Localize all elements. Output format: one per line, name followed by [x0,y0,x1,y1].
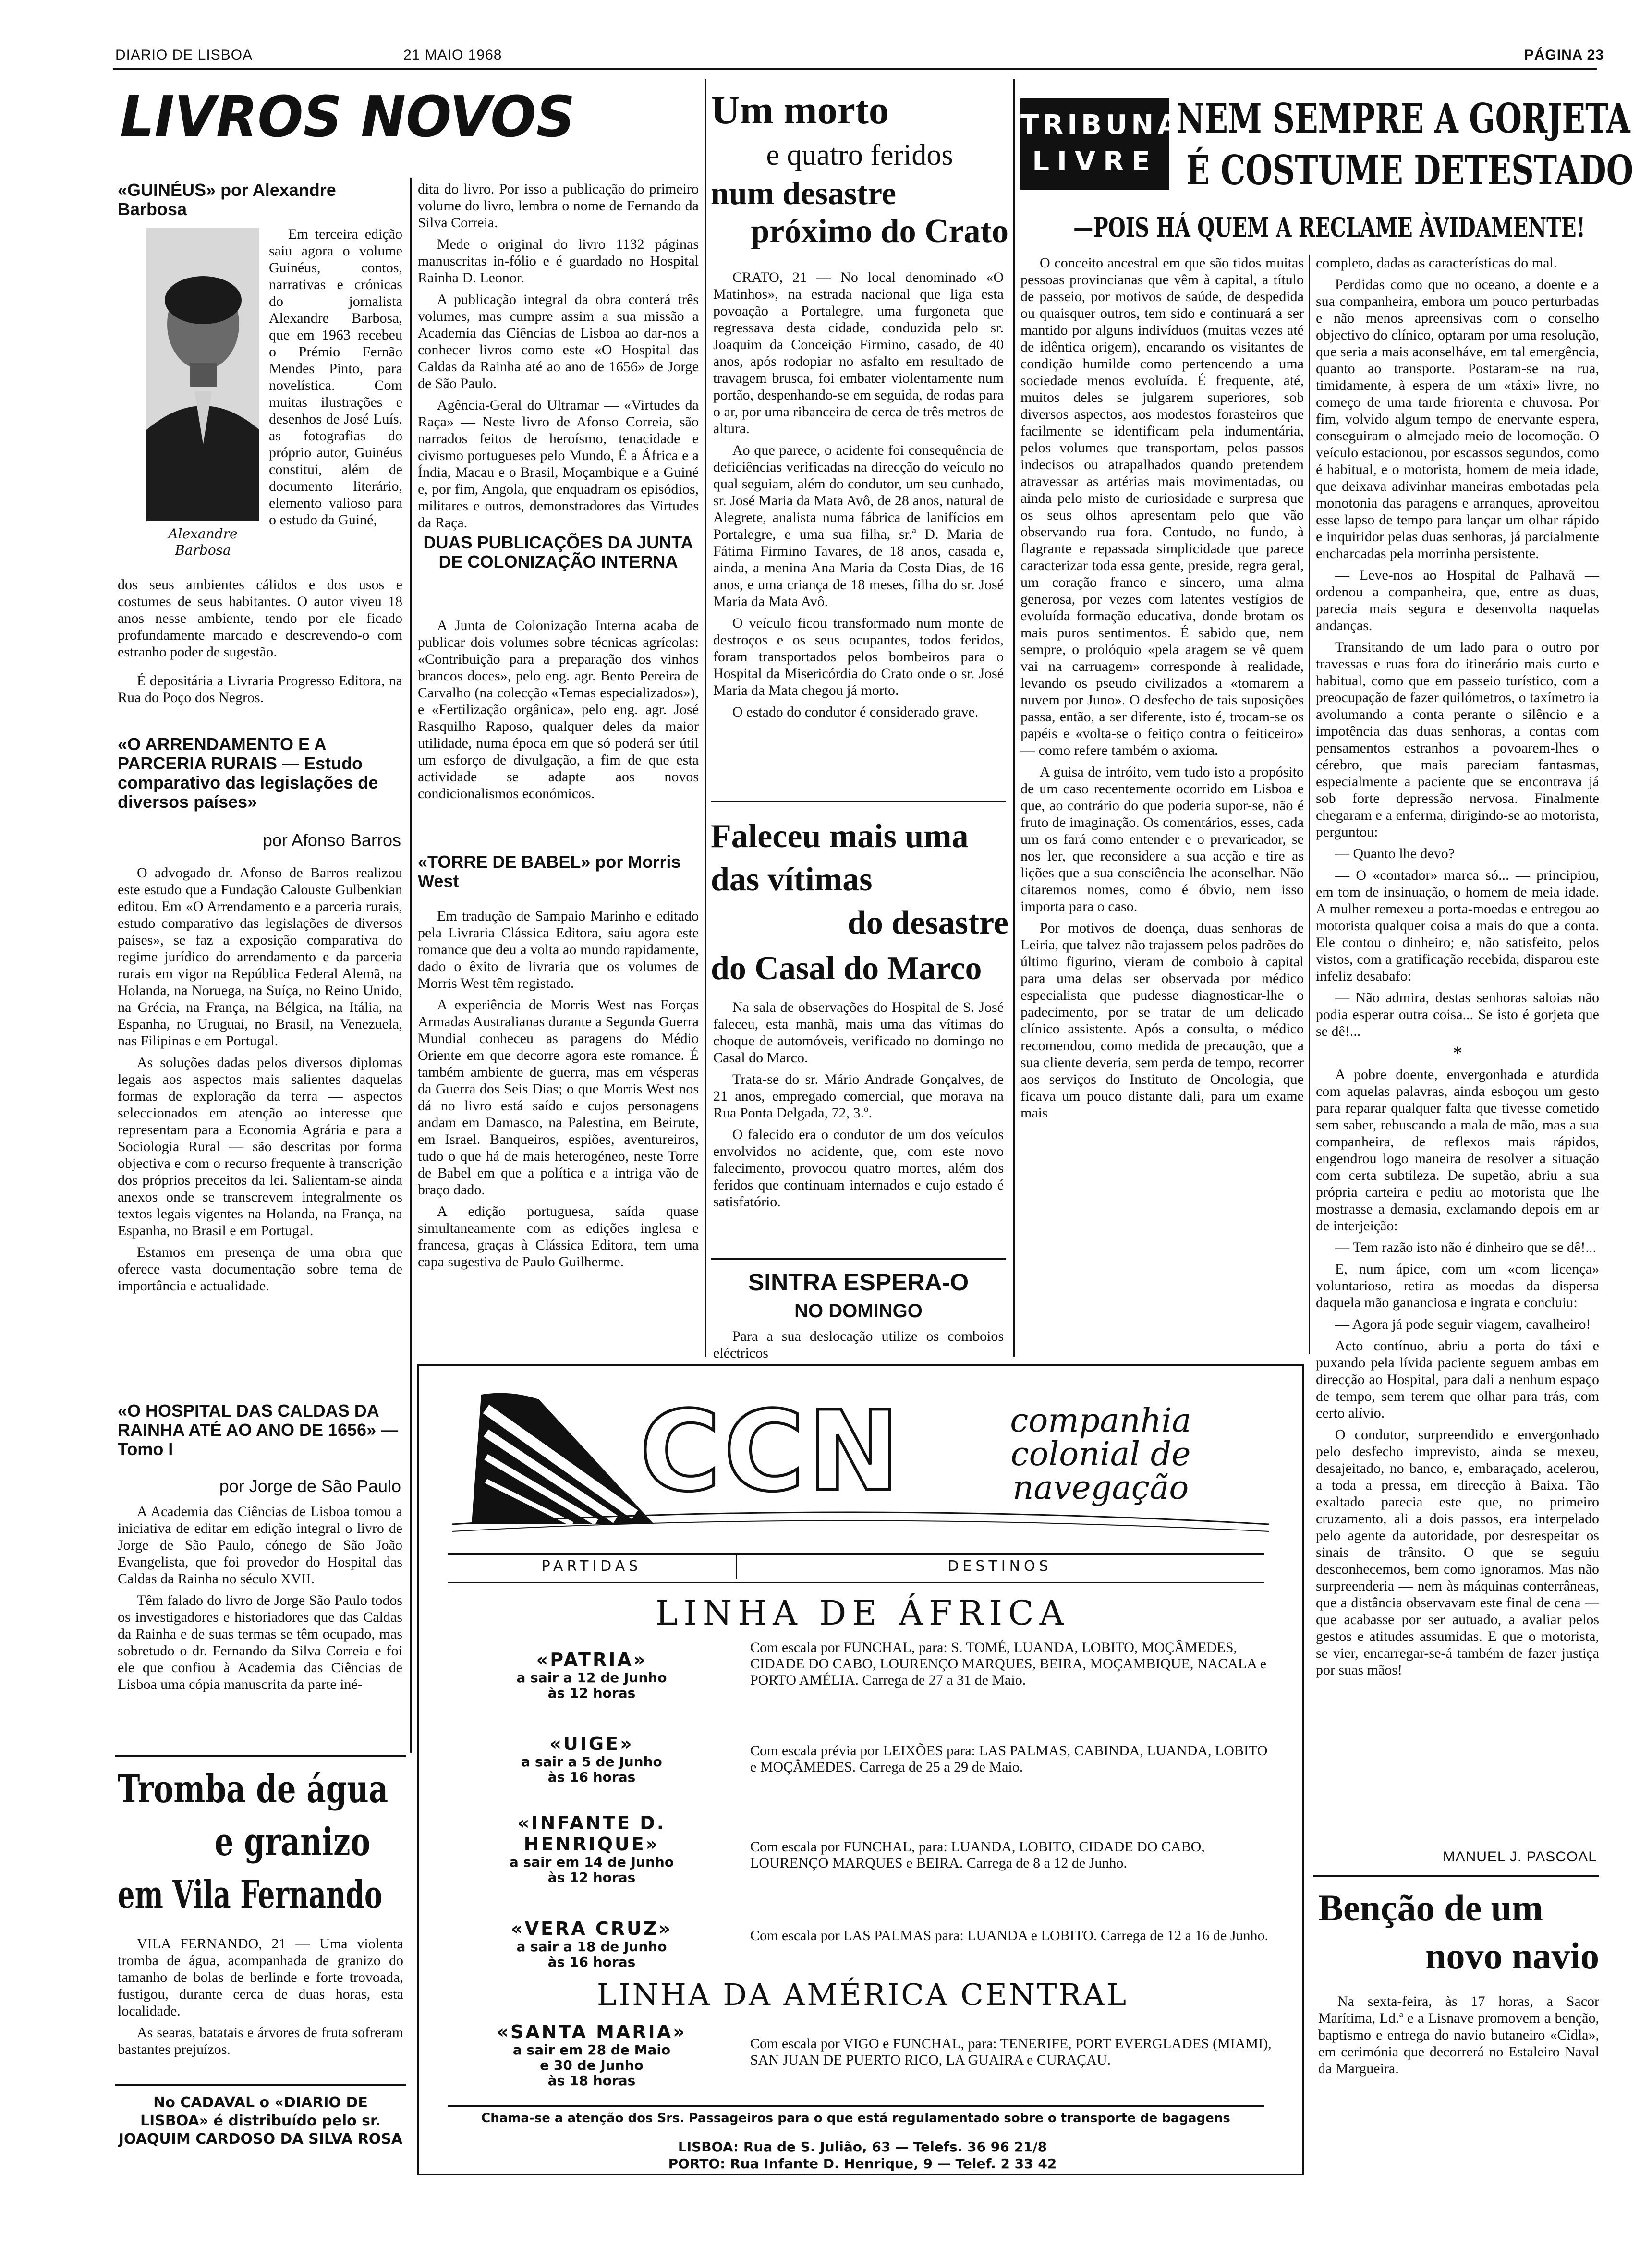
duas-publicacoes-headline: DUAS PUBLICAÇÕES DA JUNTA DE COLONIZAÇÃO INTERNA [423,533,693,571]
torre-babel-text [418,908,699,1357]
ship-vera-cruz-description: Com escala por LAS PALMAS para: LUANDA e LOBITO. Carrega de 12 a 16 de Junho. [750,1928,1268,1943]
ccn-advertisement [417,1364,1304,2175]
tribuna-headline-2: É COSTUME DETESTADO [1186,146,1634,194]
ad-address-porto: PORTO: Rua Infante D. Henrique, 9 — Telef. 2 33 42 [668,2156,1057,2172]
ad-header-rule-bottom [448,1582,1264,1583]
crato-rule [711,801,1006,802]
crato-text [713,269,1004,788]
faleceu-paragraph-2: Trata-se do sr. Mário Andrade Gonçalves, de 21 anos, empregado comercial, que morava na Rua Ponta Delgada, 72, 3.º. [713,1071,1004,1121]
duas-publicacoes-text [418,617,699,852]
tribuna-paragraph-6: — Leve-nos ao Hospital de Palhavã — ordenou a companheira, que, entre as duas, parecia mais segura e desenvolta naquelas andanças. [1316,567,1599,633]
linha-africa-title: LINHA DE ÁFRICA [655,1593,1070,1633]
photo-caption-line2: Barbosa [175,542,231,558]
faleceu-text [713,999,1004,1249]
tribuna-headline-1-box [1177,92,1630,150]
ship-time: às 12 horas [547,1685,636,1701]
duas-paragraph-1: A Junta de Colonização Interna acaba de publicar dois volumes sobre técnicas agrícolas: «Contribuição para a preparação dos vinhos brancos doces», pelo eng. agr. Bento Pereira de Carvalho (na colecção «Temas especializados»), e «Fertilização orgânica», pelo eng. agr. José Rasquilho Raposo, qualquer deles da maior utilidade, numa época em que só poderá ser útil um esforço de divulgação, a fim de que esta actividade se adapte aos novos condicionalismos económicos. [418,618,699,802]
ship-date: a sair a 18 de Junho [516,1939,667,1955]
babel-paragraph-1: Em tradução de Sampaio Marinho e editado pela Livraria Clássica Editora, saiu agora este romance que deu a volta ao mundo rapidamente, dado o êxito de livraria que os volumes de Morris West têm registado. [418,908,699,991]
tribuna-paragraph-7: Transitando de um lado para o outro por travessas e ruas fora do itinerário mais curto e habitual, como que em passeio turístico, com a preocupação de fazer quilómetros, o taxímetro ia avolumando a conta perante o silêncio e a impotência das duas senhoras, a contas com pensamentos estranhos a povoarem-lhes o cérebro, que mais pareciam fantasmas, especialmente a paciente que se encontrava já sob forte depressão nervosa. Finalmente chegaram e a enferma, dirigindo-se ao motorista, perguntou: [1316,639,1599,840]
ship-name: «VERA CRUZ» [511,1918,672,1939]
tribuna-paragraph-16: O condutor, surpreendido e envergonhado pelo desfecho imprevisto, ainda se mexeu, desajeitado, no banco, e, embaraçado, acelerou, a toda a pressa, em direcção à Baixa. Tão exaltado parecia este que, no primeiro cruzamento, ali a dois passos, era interpelado pelo agente da autoridade, por desrespeitar os sinais de trânsito. O que se seguiu desconhecemos, bem como ignoramos. Mas não surpreenderia — nem às máquinas conterrâneas, que a distância observavam este final de cena — que acabasse por ser autuado, a avaliar pelos gestos e atitudes assumidas. E que o motorista, se vier, encarregar-se-á também de fazer justiça por suas mãos! [1316,1427,1599,1678]
arrendamento-paragraph-3: Estamos em presença de uma obra que oferece vasta documentação sobre tema de importância e actualidade. [118,1244,402,1294]
tromba-top-rule [115,1755,406,1757]
tribuna-col2-text [1316,255,1599,1849]
sintra-paragraph-1: Para a sua deslocação utilize os comboios eléctricos [713,1328,1004,1361]
ad-baggage-notice: Chama-se a atenção dos Srs. Passageiros para o que está regulamentado sobre o transporte de bagagens [481,2111,1230,2125]
column-rule-4 [1309,255,1310,1354]
tribuna-logo-line1: TRIBUNA [1020,109,1182,141]
sintra-headline: SINTRA ESPERA-O [748,1269,969,1296]
bencao-headline-2: novo navio [1425,1935,1599,1977]
babel-paragraph-2: A experiência de Morris West nas Forças Armadas Australianas durante a Segunda Guerra Mundial conheceu as paragens do Médio Oriente em que decorre agora este romance. É também ambiente de guerra, mas em vésperas da Guerra dos Seis Dias; o que Morris West nos dá no livro está saído e cujos personagens andam em Damasco, na Palestina, em Beirute, em Israel. Banqueiros, espiões, aventureiros, tudo o que há de mais heterogéneo, neste Torre de Babel em que a política e a intriga vão de braço dado. [418,997,699,1198]
faleceu-headline-2: das vítimas [711,861,873,898]
sintra-text [713,1328,1004,1364]
arrendamento-paragraph-2: As soluções dadas pelos diversos diplomas legais aos aspectos mais salientes daquelas formas de exploração da terra — aspectos seleccionados em atenção ao interesse que representam para a Economia Agrária e para a Sociologia Rural — são descritas por forma objectiva e com o recurso frequente à transcrição dos próprios preceitos da lei. Salientam-se ainda anexos onde se transcrevem integralmente os textos legais vigentes na Holanda, na França, na Espanha, no Brasil e em Portugal. [118,1055,402,1239]
tribuna-paragraph-14: — Agora já pode seguir viagem, cavalheiro! [1335,1316,1591,1332]
ship-santa-maria-description: Com escala por VIGO e FUNCHAL, para: TENERIFE, PORT EVERGLADES (MIAMI), SAN JUAN DE PUERTO RICO, LA GUAIRA e CURAÇAU. [750,2036,1272,2068]
ship-name: «SANTA MARIA» [497,2021,687,2042]
ad-col-destinos: DESTINOS [947,1558,1052,1575]
arrendamento-text [118,864,402,1349]
arrendamento-headline: «O ARRENDAMENTO E A PARCERIA RURAIS — Estudo comparativo das legislações de diversos países» [118,734,378,812]
crato-headline-2: e quatro feridos [766,139,953,171]
tromba-paragraph-2: As searas, batatais e árvores de fruta sofreram bastantes prejuízos. [118,2025,403,2057]
tribuna-paragraph-8: — Quanto lhe devo? [1335,846,1455,862]
faleceu-headline-4: do Casal do Marco [711,950,982,987]
livros-novos-title: LIVROS NOVOS [120,84,575,150]
faleceu-headline-1: Faleceu mais uma [711,818,969,855]
babel-paragraph-3: A edição portuguesa, saída quase simultaneamente com as edições inglesa e francesa, graças à Clássica Editora, tem uma capa sugestiva de Paulo Guilherme. [418,1203,699,1270]
col2-paragraph-4: Agência-Geral do Ultramar — «Virtudes da Raça» — Neste livro de Afonso Correia, são narrados feitos de heroísmo, tenacidade e civismo portugueses pelo Mundo, É a África e a Índia, Macau e o Brasil, Moçambique e a Guiné e, por fim, Angola, que enquadram os episódios, militares e outros, demonstradores das Virtudes da Raça. [418,397,699,531]
tromba-headline-2-box [118,1818,406,1868]
column-rule-1 [410,178,412,1753]
ship-date: a sair em 28 de Maio [512,2042,671,2058]
tromba-headline-1-box [118,1765,406,1815]
ship-name: «UIGE» [549,1733,634,1754]
hospital-paragraph-2: Têm falado do livro de Jorge São Paulo todos os investigadores e historiadores que das Caldas da Rainha e de suas termas se têm ocupado, mas sobretudo o dr. Fernando da Silva Correia e foi ele que confiou à Academia das Ciências de Lisboa uma cópia manuscrita da parte iné- [118,1592,402,1692]
arrendamento-paragraph-1: O advogado dr. Afonso de Barros realizou este estudo que a Fundação Calouste Gulbenkian editou. Em «O Arrendamento e a parceria rurais, estudo comparativo das legislações de diversos países», se faz a exposição comparativa do regime jurídico do arrendamento e da parceria rurais em vigor na República Federal Alemã, na Holanda, na Noruega, na Suíça, no Reino Unido, na Grécia, na França, na Bélgica, na Itália, na Espanha, no Uruguai, no Brasil, na Venezuela, nas Filipinas e em Portugal. [118,865,402,1049]
ship-time: às 18 horas [547,2073,636,2089]
faleceu-paragraph-3: O falecido era o condutor de um dos veículos envolvidos no acidente, que, com este novo falecimento, provocou quatro mortes, além dos feridos que continuam internados e cujo estado é satisfatório. [713,1127,1004,1210]
bencao-headline-1: Benção de um [1318,1887,1543,1929]
crato-paragraph-4: O estado do condutor é considerado grave. [732,704,979,720]
tribuna-paragraph-10: — Não admira, destas senhoras saloias não podia esperar outra coisa... Se isto é gorjeta que se dê!... [1316,990,1599,1039]
sintra-subheadline: NO DOMINGO [794,1300,923,1322]
ship-patria-description: Com escala por FUNCHAL, para: S. TOMÉ, LUANDA, LOBITO, MOÇÂMEDES, CIDADE DO CABO, LOURENÇO MARQUES, BEIRA, MOÇAMBIQUE, NACALA e PORTO AMÉLIA. Carrega de 27 a 31 de Maio. [750,1640,1267,1688]
guineus-paragraph-2: dos seus ambientes cálidos e dos usos e costumes de seus habitantes. O autor viveu 18 anos nesse ambiente, tendo por ele ficado profundamente marcado e descrevendo-o com estranho poder de sugestão. [118,577,402,660]
section-asterisk: * [1453,1042,1462,1064]
ship-santa-maria [457,2021,726,2108]
tribuna-logo-line2: LIVRE [1032,146,1158,177]
author-photo [146,228,259,521]
tribuna-livre-logo [1020,98,1182,190]
tribuna-headline-2-box [1186,144,1634,202]
tribuna-paragraph-12: — Tem razão isto não é dinheiro que se dê!... [1335,1239,1596,1255]
guineus-text-narrow [269,226,402,576]
livros-col2-text [418,181,699,531]
cadaval-notice: No CADAVAL o «DIARIO DE LISBOA» é distribuído pelo sr. JOAQUIM CARDOSO DA SILVA ROSA [118,2094,403,2148]
tribuna-paragraph-2: A guisa de intróito, vem tudo isto a propósito de um caso recentemente ocorrido em Lisboa e que, ao contrário do que poderia supor-se, não é fruto de imaginação. Os comentários, esses, cada um os fará como entender e o prevaricador, se nos ler, que reconsidere a sua acção e tire as lições que a sua consciência lhe aconselhar. Não citaremos nomes, como é óbvio, nem isso importa para o caso. [1020,764,1304,914]
ship-date: a sair a 12 de Junho [516,1670,667,1686]
guineus-text-depositaria [118,672,402,708]
bencao-paragraph-1: Na sexta-feira, às 17 horas, a Sacor Marítima, Ld.ª e a Lisnave promovem a benção, baptismo e entrega do navio butaneiro «Cidla», em cerimónia que decorrerá no Estaleiro Naval da Margueira. [1318,1993,1599,2077]
ccn-company-line1: companhia [1010,1402,1191,1440]
guineus-text-full [118,576,402,668]
crato-headline-4: próximo do Crato [751,213,1008,250]
ship-date: a sair a 5 de Junho [521,1754,662,1770]
livros-novos-title-box [120,81,575,177]
tromba-headline-3: em Vila Fernando [118,1872,383,1917]
tribuna-paragraph-13: E, num ápice, com um «com licença» voluntarioso, retira as moedas da dispersa daquela mão gananciosa e ingrata e concluiu: [1316,1261,1599,1311]
tribuna-paragraph-4: completo, dadas as características do mal. [1316,255,1557,271]
tribuna-paragraph-5: Perdidas como que no oceano, a doente e a sua companheira, embora um pouco perturbadas e não menos apreensivas com o conselho objectivo do clínico, optaram por uma resolução, que seria a mais aconselháve, em tal emergência, quanto ao transporte. Postaram-se na rua, timidamente, à espera de um «táxi» livre, no começo de uma tarde friorenta e chuvosa. Por fim, volvido algum tempo de enervante espera, conseguiram o almejado meio de locomoção. O veículo estacionou, por escassos segundos, como é habitual, e o motorista, homem de meia idade, que deixava adivinhar maneiras embotadas pela monotonia das paragens e arranques, aproveitou esse lapso de tempo para lançar um olhar rápido e inquiridor pelas duas senhoras, já parcialmente encharcadas pela morrinha persistente. [1316,277,1599,561]
ship-date: a sair em 14 de Junho [509,1854,674,1870]
tromba-headline-3-box [118,1870,406,1921]
photo-caption [146,526,259,559]
guineus-headline: «GUINÉUS» por Alexandre Barbosa [118,180,336,219]
hospital-author: por Jorge de São Paulo [219,1476,401,1496]
issue-date: 21 MAIO 1968 [403,47,502,63]
ccn-logo-text: CCN [640,1388,903,1516]
ship-patria [457,1649,726,1721]
faleceu-headline-3: do desastre [847,904,1008,941]
tribuna-headline-1: NEM SEMPRE A GORJETA [1177,95,1630,142]
signature-rule [1313,1875,1599,1877]
tromba-paragraph-1: VILA FERNANDO, 21 — Uma violenta tromba de água, acompanhada de granizo do tamanho de bolas de berlinde e forte trovoada, fustigou, durante cerca de duas horas, esta localidade. [118,1936,403,2019]
ad-header-rule-top [448,1553,1264,1555]
newspaper-name: DIARIO DE LISBOA [115,47,253,63]
ship-name: «INFANTE D. HENRIQUE» [517,1812,666,1855]
crato-paragraph-1: CRATO, 21 — No local denominado «O Matinhos», na estrada nacional que liga esta povoação a Portalegre, uma furgoneta que regressava desta cidade, conduzida pelo sr. Joaquim da Conceição Firmino, casado, de 40 anos, após rodopiar no asfalto em resultado de travagem brusca, foi embater violentamente num portão, despenhando-se em seguida, de rodas para o ar, por uma ribanceira de cerca de três metros de altura. [713,269,1004,437]
ship-time: às 12 horas [547,1870,636,1885]
column-rule-2 [705,79,706,1357]
tromba-headline-1: Tromba de água [118,1766,389,1811]
tribuna-headline-3: —POIS HÁ QUEM A RECLAME ÀVIDAMENTE! [1073,212,1585,243]
portrait-image [146,228,259,521]
crato-paragraph-3: O veículo ficou transformado num monte de destroços e os seus ocupantes, todos feridos, foram transportados pelos bombeiros para o Hospital da Misericórdia do Crato onde o sr. José Maria da Mata chegou já morto. [713,615,1004,698]
ship-infante [457,1812,726,1913]
torre-babel-headline: «TORRE DE BABEL» por Morris West [418,852,681,891]
tromba-headline-2: e granizo [214,1819,371,1864]
crato-headline-1: Um morto [711,88,889,133]
tribuna-headline-3-box [1073,210,1602,249]
crato-paragraph-2: Ao que parece, o acidente foi consequência de deficiências verificadas na direcção do veículo no qual seguiam, além do condutor, um seu cunhado, sr. José Maria da Mata Avô, de 28 anos, natural de Alegrete, analista numa fábrica de lanifícios em Portalegre, e uma sua filha, sr.ª D. Maria de Fátima Firmino Tavares, de 18 anos, casada e, ainda, a menina Ana Maria da Costa Dias, de 16 anos, e uma criança de 18 meses, filha do sr. José Maria da Mata Avô. [713,442,1004,609]
ship-name: «PATRIA» [536,1649,647,1670]
ad-notice-rule [448,2105,1264,2107]
arrendamento-author: por Afonso Barros [262,830,401,850]
tribuna-col1-text [1020,255,1304,1325]
guineus-paragraph-1: Em terceira edição saiu agora o volume Guinéus, contos, narrativas e crónicas do jornalista Alexandre Barbosa, que em 1963 recebeu o Prémio Fernão Mendes Pinto, para novelística. Com muitas ilustrações e desenhos de José Luís, as fotografias do próprio autor, Guinéus constitui, além de documento literário, elemento valioso para o estudo da Guiné, [269,226,402,528]
tribuna-paragraph-1: O conceito ancestral em que são tidos muitas pessoas provincianas que vêm à capital, a título de passeio, por motivos de saúde, de despedida ou quaisquer outros, tem sido e continuará a ser mantido por alguns indivíduos (muitas vezes até de idêntica origem), encarando os visitantes de condição humilde como pertencendo a uma sociedade menos evoluída. É frequente, até, muitos deles se julgarem superiores, sob diversos aspectos, aos modestos forasteiros que facilmente se identificam pela indumentária, pelos volumes que transportam, pelos passos indecisos ou atrapalhados quando pretendem atravessar as artérias mais movimentadas, ou ainda pelo misto de curiosidade e surpresa que os seus olhos apresentam pelo que vão observando rua fora. Contudo, no fundo, à flagrante e repassada simplicidade que parece caracterizar toda essa gente, preside, regra geral, um coração franco e sincero, uma alma generosa, por vezes com latentes vestígios de evoluída formação educativa, donde brotam os mais puros sentimentos. É sabido que, nem sempre, o prolóquio «pela aragem se vê quem vai na carruagem» corresponde à realidade, levando os pseudo civilizados a «tomarem a nuvem por Juno». O desfecho de tais suposições passa, então, a ser diferente, isto é, trocam-se os papéis e «volta-se o feitiço contra o feiticeiro» — como refere também o axioma. [1020,255,1304,758]
tribuna-paragraph-3: Por motivos de doença, duas senhoras de Leiria, que talvez não trajassem pelos padrões do último figurino, vieram de comboio à capital para uma delas ser observada por médico especialista que pudesse diagnosticar-lhe o padecimento, por se tratar de um delicado clínico assistente. Após a consulta, o médico recomendou, como medida de precaução, que a sua cliente deveria, sem perda de tempo, recorrer aos serviços do Instituto de Oncologia, que ficava um pouco distante dali, para um exame mais [1020,920,1304,1121]
tromba-bottom-rule [115,2084,406,2086]
tribuna-paragraph-15: Acto contínuo, abriu a porta do táxi e puxando pela lívida paciente seguem ambas em direcção ao Hospital, para dali a nenhum espaço de tempo, sem terem que olhar para trás, com certo alívio. [1316,1338,1599,1421]
tribuna-paragraph-9: — O «contador» marca só... — principiou, em tom de insinuação, o homem de meia idade. A mulher remexeu a porta-moedas e entregou ao motorista qualquer coisa a mais do que a conta. Ele contou o dinheiro; e, não satisfeito, pelos vistos, com a gratificação recebida, disparou este infeliz desabafo: [1316,867,1599,984]
column-rule-3 [1013,79,1015,1357]
photo-caption-line1: Alexandre [168,526,238,542]
hospital-paragraph-1: A Academia das Ciências de Lisboa tomou a iniciativa de editar em edição integral o livro de Jorge de São Paulo, cónego de São João Evangelista, que foi provedor do Hospital das Caldas da Rainha no século XVII. [118,1504,402,1587]
ccn-company-line2: colonial de [1010,1435,1191,1473]
page-number: PÁGINA 23 [1524,47,1604,63]
ship-infante-description: Com escala por FUNCHAL, para: LUANDA, LOBITO, CIDADE DO CABO, LOURENÇO MARQUES e BEIRA. Carrega de 8 a 12 de Junho. [750,1839,1205,1871]
col2-paragraph-2: Mede o original do livro 1132 páginas manuscritas in-fólio e é guardado no Hospital Rainha D. Leonor. [418,236,699,286]
ship-time: às 16 horas [547,1769,636,1785]
tribuna-paragraph-11: A pobre doente, envergonhada e aturdida com aquelas palavras, ainda esboçou um gesto para reparar qualquer falta que tivesse cometido sem saber, rebuscando a mala de mão, mas a sua companheira, de reflexos mais rápidos, engendrou logo maneira de resolver a situação com certa subtileza. De supetão, abriu a sua própria carteira e pediu ao motorista que lhe mostrasse a demasia, exclamando depois em ar de interjeição: [1316,1067,1599,1234]
ship-uige-description: Com escala prévia por LEIXÕES para: LAS PALMAS, CABINDA, LUANDA, LOBITO e MOÇÂMEDES. Carrega de 25 a 29 de Maio. [750,1743,1268,1775]
faleceu-rule [711,1258,1006,1260]
linha-america-title: LINHA DA AMÉRICA CENTRAL [596,1977,1129,2012]
bencao-text [1318,1993,1599,2084]
tribuna-signature: MANUEL J. PASCOAL [1443,1849,1597,1865]
hospital-text [118,1503,402,1748]
col2-paragraph-3: A publicação integral da obra conterá três volumes, mas cumpre assim a sua missão a Academia das Ciências de Lisboa ao dar-nos a conhecer livros como este «O Hospital das Caldas da Rainha até ao ano de 1656» de Jorge de São Paulo. [418,291,699,391]
ship-uige [457,1733,726,1805]
tromba-text [118,1935,403,2079]
guineus-paragraph-3: É depositária a Livraria Progresso Editora, na Rua do Poço dos Negros. [118,673,402,705]
masthead-rule [113,68,1597,70]
ccn-company-name [966,1404,1235,1510]
hospital-headline: «O HOSPITAL DAS CALDAS DA RAINHA ATÉ AO ANO DE 1656» — Tomo I [118,1401,399,1459]
crato-headline-3: num desastre [711,175,896,211]
ship-time: às 16 horas [547,1954,636,1970]
ccn-company-line3: navegação [1012,1469,1189,1507]
ad-address-lisboa: LISBOA: Rua de S. Julião, 63 — Telefs. 36 96 21/8 [678,2139,1047,2155]
faleceu-paragraph-1: Na sala de observações do Hospital de S. José faleceu, esta manhã, mais uma das vítimas do choque de automóveis, verificado no domingo no Casal do Marco. [713,999,1004,1066]
ad-col-partidas: PARTIDAS [541,1558,642,1575]
ship-date-2: e 30 de Junho [540,2057,644,2073]
col2-paragraph-1: dita do livro. Por isso a publicação do primeiro volume do livro, lembra o nome de Fernando da Silva Correia. [418,181,699,231]
